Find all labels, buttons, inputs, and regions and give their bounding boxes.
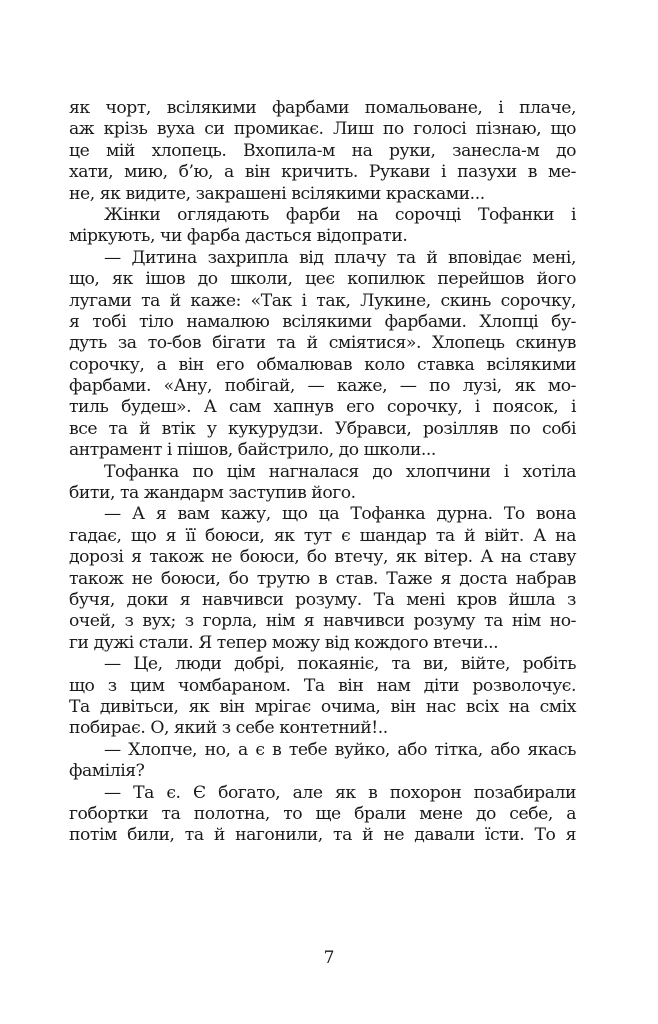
- text-line: — Та є. Є богато, але як в похорон позабирали: [104, 782, 576, 803]
- text-line: що з цим чомбараном. Та він нам діти розволочує.: [69, 675, 576, 696]
- text-line: тиль будеш». А сам хапнув его сорочку, і поясок, і: [69, 397, 576, 418]
- text-line: Та дивітьси, як він мрігає очима, він нас всіх на сміх: [69, 696, 576, 717]
- text-line: побирає. О, який з себе контетний!..: [69, 718, 388, 739]
- text-line: також не боюси, бо трутю в став. Таже я доста набрав: [69, 568, 576, 589]
- text-line: фамілія?: [69, 761, 145, 782]
- text-line: хати, мию, б’ю, а він кричить. Рукави і пазухи в ме-: [69, 162, 576, 183]
- text-line: дуть за то-бов бігати та й сміятися». Хлопець скинув: [69, 333, 576, 354]
- text-line: аж крізь вуха си промикає. Лиш по голосі пізнаю, що: [69, 119, 576, 140]
- page-body-text: [69, 98, 576, 847]
- text-line: ги дужі стали. Я тепер можу від кождого втечи...: [69, 632, 499, 653]
- text-line: — Це, люди добрі, покаяніє, та ви, війте, робіть: [104, 654, 576, 675]
- text-line: — А я вам кажу, що ца Тофанка дурна. То вона: [104, 504, 576, 525]
- text-line: міркують, чи фарба дасться відопрати.: [69, 226, 408, 247]
- text-line: дорозі я також не боюси, бо втечу, як вітер. А на ставу: [69, 547, 576, 568]
- text-line: що, як ішов до школи, цеє копилюк перейшов його: [69, 269, 576, 290]
- text-line: все та й втік у кукурудзи. Убравси, розілляв по собі: [69, 418, 576, 439]
- text-line: бучя, доки я навчивси розуму. Та мені кров йшла з: [69, 589, 576, 610]
- text-line: гобортки та полотна, то ще брали мене до себе, а: [69, 803, 576, 824]
- text-line: фарбами. «Ану, побігай, — каже, — по лузі, як мо-: [69, 376, 576, 397]
- text-line: Тофанка по цім нагналася до хлопчини і хотіла: [104, 461, 576, 482]
- text-line: лугами та й каже: «Так і так, Лукине, скинь сорочку,: [69, 290, 576, 311]
- text-line: Жінки оглядають фарби на сорочці Тофанки і: [104, 204, 576, 225]
- text-line: — Дитина захрипла від плачу та й вповідає мені,: [104, 247, 576, 268]
- text-line: потім били, та й нагонили, та й не давали їсти. То я: [69, 825, 576, 846]
- page-number: 7: [323, 948, 335, 968]
- text-line: це мій хлопець. Вхопила-м на руки, занесла-м до: [69, 140, 576, 161]
- text-line: бити, та жандарм заступив його.: [69, 483, 356, 504]
- text-line: не, як видите, закрашені всілякими красками...: [69, 183, 485, 204]
- text-line: гадає, що я її боюси, як тут є шандар та й війт. А на: [69, 525, 576, 546]
- text-line: антрамент і пішов, байстрило, до школи...: [69, 440, 436, 461]
- text-line: очей, з вух; з горла, нім я навчивси розуму та нім но-: [69, 611, 576, 632]
- text-line: сорочку, а він его обмалював коло ставка всілякими: [69, 354, 576, 375]
- text-line: як чорт, всілякими фарбами помальоване, і плаче,: [69, 98, 576, 118]
- text-line: я тобі тіло намалюю всілякими фарбами. Хлопці бу-: [69, 311, 576, 332]
- text-line: — Хлопче, но, а є в тебе вуйко, або тітка, або якась: [104, 739, 576, 760]
